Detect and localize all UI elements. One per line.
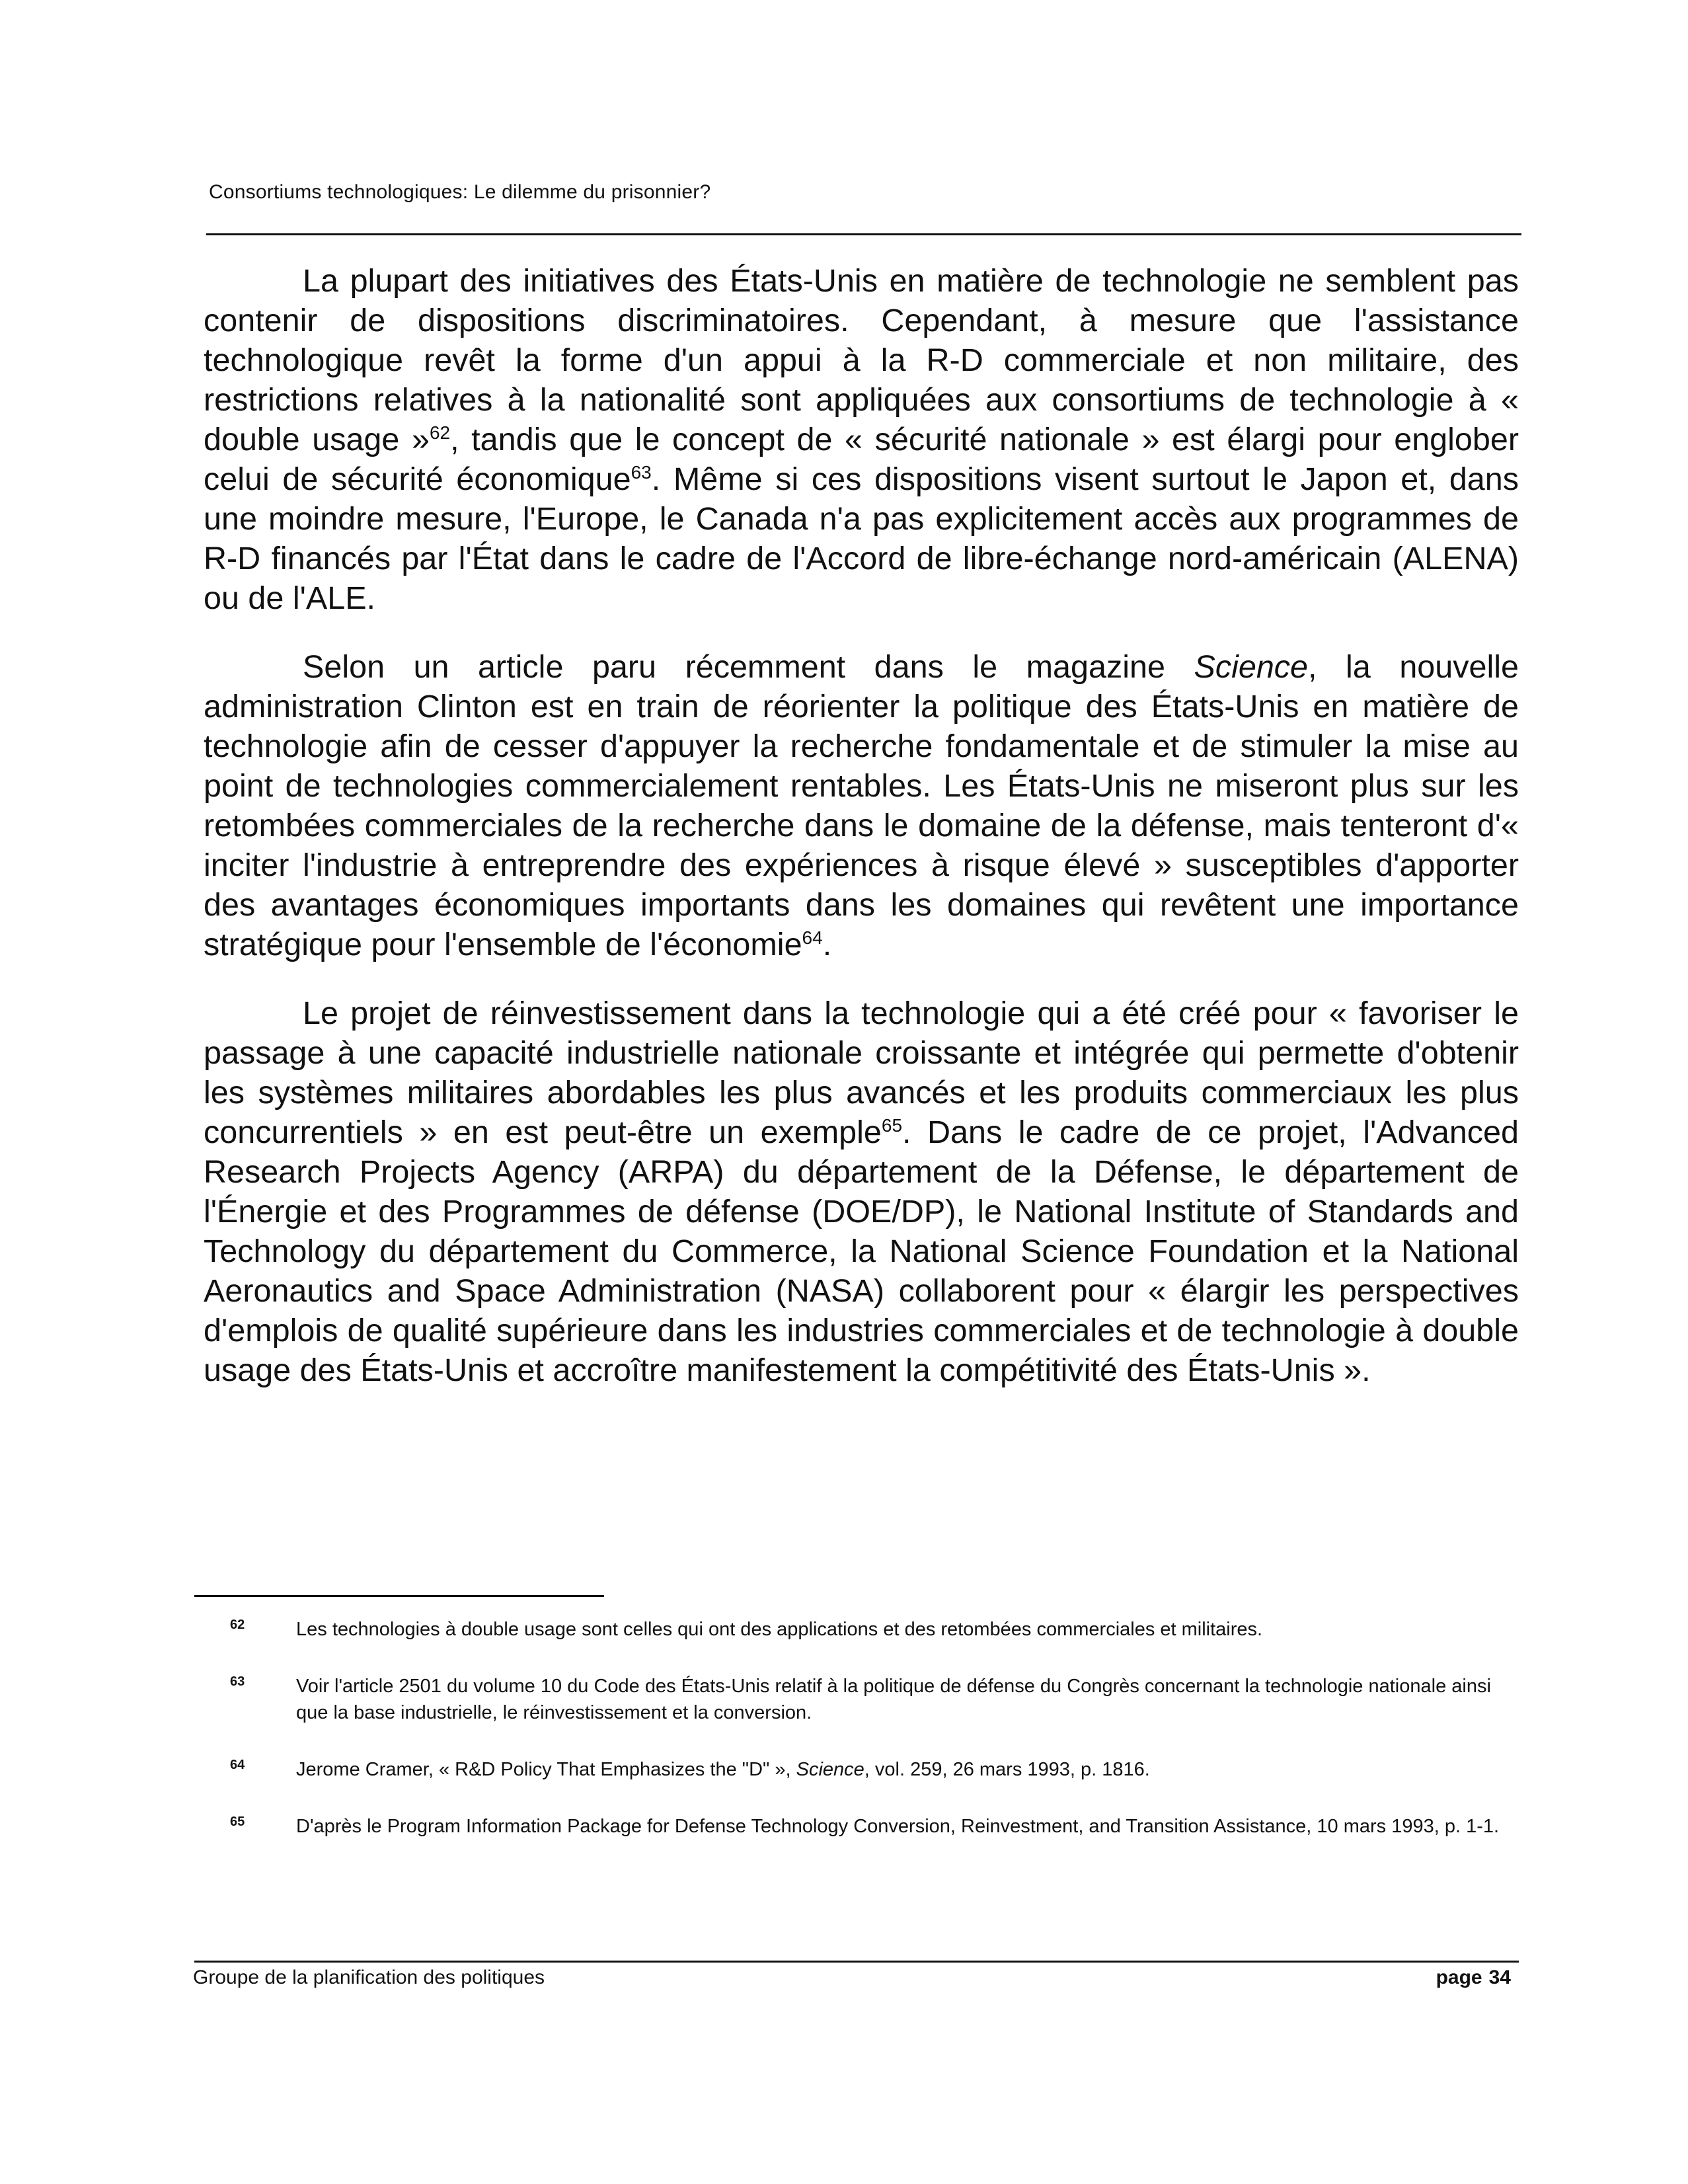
paragraph-1-text-b: , tandis que le concept de « sécurité nationale » est élargi pour englober celui de sécurité économique xyxy=(204,422,1519,497)
paragraph-2-text-a: Selon un article paru récemment dans le magazine xyxy=(303,649,1194,685)
paragraph-2-text-c: . xyxy=(822,927,832,962)
footnote-65 xyxy=(230,1813,1519,1840)
footnotes xyxy=(230,1616,1519,1870)
paragraph-1-text-c: . Même si ces dispositions visent surtout le Japon et, dans une moindre mesure, l'Europe, le Canada n'a pas explicitement accès aux programmes de R-D financés par l'État dans le cadre de l'Accord de libre-échange nord-américain (ALENA) ou de l'ALE. xyxy=(204,461,1519,616)
paragraph-2-text-b: , la nouvelle administration Clinton est en train de réorienter la politique des États-Unis en matière de technologie afin de cesser d'appuyer la recherche fondamentale et de stimuler la mise au point de technologies commercialement rentables. Les États-Unis ne miseront plus sur les retombées commerciales de la recherche dans le domaine de la défense, mais tenteront d'« inciter l'industrie à entreprendre des expériences à risque élevé » susceptibles d'apporter des avantages économiques importants dans les domaines qui revêtent une importance stratégique pour l'ensemble de l'économie xyxy=(204,649,1519,962)
footnote-ref-65[interactable]: 65 xyxy=(881,1114,903,1136)
footnote-number: 64 xyxy=(230,1758,245,1772)
footnote-text: Les technologies à double usage sont celles qui ont des applications et des retombées commerciales et militaires. xyxy=(296,1619,1263,1640)
page-number: 34 xyxy=(1488,1967,1511,1988)
paragraph-1 xyxy=(204,261,1519,618)
footnote-ref-62[interactable]: 62 xyxy=(429,422,451,443)
footnote-text: Voir l'article 2501 du volume 10 du Code des États-Unis relatif à la politique de défense du Congrès concernant la technologie nationale ainsi que la base industrielle, le réinvestissement et la conversion. xyxy=(296,1676,1491,1723)
paragraph-2 xyxy=(204,647,1519,964)
page-label: page xyxy=(1436,1967,1482,1988)
footer-organization: Groupe de la planification des politiques xyxy=(193,1967,545,1988)
footnote-number: 63 xyxy=(230,1674,245,1689)
running-header: Consortiums technologiques: Le dilemme du prisonnier? xyxy=(209,181,711,203)
footnote-number: 65 xyxy=(230,1814,245,1829)
footnote-64 xyxy=(230,1756,1519,1783)
footnote-63 xyxy=(230,1673,1519,1726)
footnote-text-b: , vol. 259, 26 mars 1993, p. 1816. xyxy=(864,1759,1150,1780)
header-rule xyxy=(206,233,1521,235)
footnote-separator xyxy=(194,1595,604,1597)
body-text xyxy=(204,261,1519,1419)
footnote-text xyxy=(296,1756,1519,1783)
paragraph-3-text-b: . Dans le cadre de ce projet, l'Advanced Research Projects Agency (ARPA) du département de la Défense, le département de l'Énergie et des Programmes de défense (DOE/DP), le National Institute of Standards and Technology du département du Commerce, la National Science Foundation et la National Aeronautics and Space Administration (NASA) collaborent pour « élargir les perspectives d'emplois de qualité supérieure dans les industries commerciales et de technologie à double usage des États-Unis et accroître manifestement la compétitivité des États-Unis ». xyxy=(204,1114,1519,1388)
footnote-text-a: Jerome Cramer, « R&D Policy That Emphasizes the "D" », xyxy=(296,1759,796,1780)
paragraph-1-text-a: La plupart des initiatives des États-Unis en matière de technologie ne semblent pas contenir de dispositions discriminatoires. Cependant, à mesure que l'assistance technologique revêt la forme d'un appui à la R-D commerciale et non militaire, des restrictions relatives à la nationalité sont appliquées aux consortiums de technologie à « double usage » xyxy=(204,263,1519,457)
footnote-number: 62 xyxy=(230,1618,245,1632)
footnote-62 xyxy=(230,1616,1519,1643)
footnote-text: D'après le Program Information Package for Defense Technology Conversion, Reinvestment, and Transition Assistance, 10 mars 1993, p. 1-1. xyxy=(296,1816,1500,1837)
paragraph-3-text-a: Le projet de réinvestissement dans la technologie qui a été créé pour « favoriser le passage à une capacité industrielle nationale croissante et intégrée qui permette d'obtenir les systèmes militaires abordables les plus avancés et les produits commerciaux les plus concurrentiels » en est peut-être un exemple xyxy=(204,995,1519,1150)
footnote-ref-64[interactable]: 64 xyxy=(802,927,823,948)
paragraph-3 xyxy=(204,994,1519,1390)
footnote-ref-63[interactable]: 63 xyxy=(631,461,652,483)
journal-title: Science xyxy=(1194,649,1309,685)
footer-page xyxy=(1436,1967,1511,1989)
footer-rule xyxy=(194,1961,1519,1963)
footnote-journal: Science xyxy=(796,1759,864,1780)
